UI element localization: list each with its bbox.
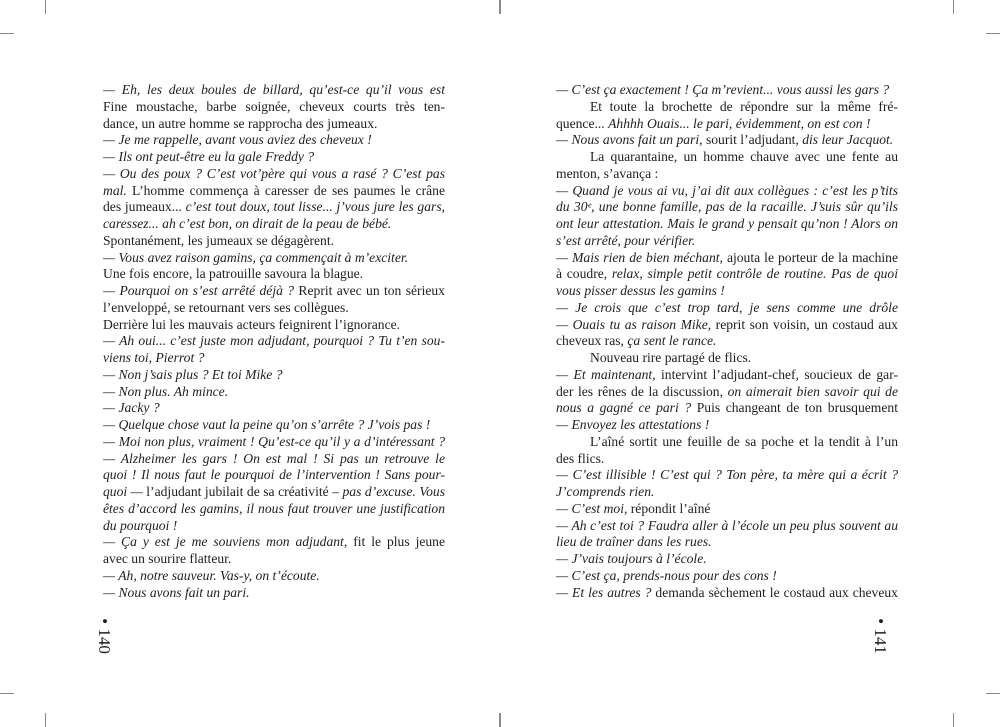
roman-text: répondit l’aîné	[630, 500, 711, 516]
text-line	[103, 333, 445, 350]
italic-text: du pourquoi !	[103, 517, 178, 533]
italic-text: dis leur Jacquot.	[802, 132, 894, 148]
roman-text: des flics.	[556, 450, 605, 466]
roman-text: dance, un autre homme se rapprocha des jumeaux.	[103, 115, 378, 131]
text-line	[103, 283, 445, 300]
text-line	[556, 132, 898, 149]
text-line	[556, 266, 898, 283]
italic-text: — Je crois que c’est trop tard, je sens comme une drôle	[556, 299, 898, 315]
text-line	[103, 317, 445, 334]
italic-text: — Quelque chose vaut la peine qu’on s’arrête ? J’vois pas !	[103, 417, 431, 432]
italic-text: — Pourquoi on s’est arrêté déjà ?	[103, 283, 299, 298]
italic-text: s’est arrêté, pour vérifier.	[556, 232, 696, 248]
crop-mark	[953, 0, 954, 14]
text-line	[556, 434, 898, 451]
roman-text: demanda sèchement le costaud aux cheveux	[655, 584, 898, 600]
italic-text: êtes d’accord les gamins, il nous faut trouver une justification	[103, 500, 445, 516]
italic-text: du 30ᵉ, une bonne famille, pas de la racaille. J’suis sûr qu’ils	[556, 199, 898, 215]
text-line	[103, 233, 445, 250]
roman-text: l’adjudant jubilait de sa créativité	[146, 484, 333, 499]
text-line	[556, 501, 898, 518]
italic-text: on aimerait bien savoir qui de	[727, 383, 898, 399]
text-line	[556, 568, 898, 585]
text-line	[103, 384, 445, 401]
page-number-left: • 140	[94, 618, 114, 654]
roman-text: à coudre,	[556, 266, 612, 282]
text-line	[556, 166, 898, 183]
italic-text: — Ils ont peut-être eu la gale Freddy ?	[103, 149, 315, 164]
italic-text: — Et maintenant,	[556, 366, 662, 382]
text-line	[103, 518, 445, 535]
roman-text: ajouta le porteur de la machine	[726, 249, 898, 265]
text-line	[556, 183, 898, 200]
text-line	[103, 116, 445, 133]
italic-text: – pas d’excuse. Vous	[332, 484, 445, 499]
italic-text: ça sent le rance.	[627, 333, 717, 349]
roman-text: Et toute la brochette de répondre sur la même fré-	[590, 98, 898, 114]
text-line	[556, 82, 898, 99]
italic-text: vous pisser dessus les gamins !	[556, 283, 725, 298]
italic-text: lieu de traîner dans les rues.	[556, 534, 712, 550]
italic-text: — C’est ça, prends-nous pour des cons !	[556, 567, 777, 583]
italic-text: — Quand je vous ai vu, j’ai dit aux collègues : c’est les p’tits	[556, 182, 898, 198]
italic-text: quoi ! Il nous faut le pourquoi de l’intervention ! Sans pour-	[103, 467, 445, 483]
text-line	[556, 534, 898, 551]
text-line	[556, 417, 898, 434]
crop-mark	[0, 33, 14, 34]
roman-text: fit le plus jeune	[353, 534, 445, 550]
italic-text: — Jacky ?	[103, 400, 160, 416]
italic-text: — Vous avez raison gamins, ça commençait à m’exciter.	[103, 249, 409, 265]
text-line	[556, 250, 898, 267]
italic-text: — J’vais toujours à l’école.	[556, 551, 707, 566]
text-line	[556, 99, 898, 116]
text-line	[103, 82, 445, 99]
text-line	[103, 400, 445, 417]
text-line	[556, 116, 898, 133]
text-line	[103, 99, 445, 116]
text-line	[103, 350, 445, 367]
text-line	[103, 551, 445, 568]
text-line	[103, 534, 445, 551]
text-line	[556, 199, 898, 216]
crop-mark	[45, 713, 46, 727]
italic-text: — C’est moi,	[556, 500, 631, 516]
roman-text: quence...	[556, 115, 609, 131]
text-line	[103, 451, 445, 468]
roman-text: des jumeaux...	[103, 199, 186, 215]
italic-text: — Eh, les deux boules de billard, qu’est-ce qu’il vous est	[103, 82, 445, 97]
page-number-value: 140	[94, 628, 114, 654]
roman-text: cheveux ras,	[556, 333, 628, 349]
text-line	[103, 183, 445, 200]
text-line	[556, 518, 898, 535]
italic-text: — Envoyez les attestations !	[556, 417, 710, 432]
italic-text: ont leur attestation. Mais le grand y pensait qu’non ! Alors on	[556, 216, 898, 231]
text-line	[103, 300, 445, 317]
text-line	[103, 434, 445, 451]
right-page-text	[556, 82, 898, 601]
roman-text: sourit l’adjudant,	[705, 132, 803, 148]
text-line	[103, 199, 445, 216]
text-line	[556, 451, 898, 468]
text-line	[103, 467, 445, 484]
text-line	[556, 317, 898, 334]
italic-text: — Nous avons fait un pari,	[556, 132, 706, 148]
text-line	[556, 400, 898, 417]
crop-mark	[45, 0, 46, 14]
italic-text: — Ah c’est toi ? Faudra aller à l’école un peu plus souvent au	[556, 517, 898, 533]
italic-text: — Ah, notre sauveur. Vas-y, on t’écoute.	[103, 567, 320, 583]
left-page-text	[103, 82, 445, 601]
text-line	[103, 484, 445, 501]
text-line	[103, 585, 445, 602]
crop-mark	[986, 33, 1000, 34]
text-line	[556, 551, 898, 568]
roman-text: intervint l’adjudant-chef, soucieux de gar-	[661, 366, 898, 382]
italic-text: — C’est ça exactement ! Ça m’revient... vous aussi les gars ?	[556, 82, 890, 97]
crop-mark	[0, 693, 14, 694]
italic-text: — Ou des poux ? C’est vot’père qui vous a rasé ? C’est pas	[103, 165, 445, 181]
text-line	[103, 417, 445, 434]
roman-text: der les rênes de la discussion,	[556, 383, 728, 399]
italic-text: caressez... ah c’est bon, on dirait de la peau de bébé.	[103, 216, 392, 231]
text-line	[103, 166, 445, 183]
roman-text: menton, s’avança :	[556, 165, 659, 181]
roman-text: Derrière lui les mauvais acteurs feignirent l’ignorance.	[103, 316, 401, 332]
italic-text: — Je me rappelle, avant vous aviez des cheveux !	[103, 132, 372, 148]
text-line	[103, 266, 445, 283]
text-line	[556, 367, 898, 384]
italic-text: — Moi non plus, vraiment ! Qu’est-ce qu’il y a d’intéressant ?	[103, 433, 445, 449]
roman-text: Spontanément, les jumeaux se dégagèrent.	[103, 232, 335, 248]
crop-mark	[500, 713, 501, 727]
text-line	[556, 216, 898, 233]
italic-text: — Ça y est je me souviens mon adjudant,	[103, 534, 354, 550]
italic-text: — Nous avons fait un pari.	[103, 584, 250, 600]
page-number-right: • 141	[870, 618, 890, 654]
roman-text: Puis changeant de ton brusquement	[696, 400, 898, 416]
italic-text: — Non plus. Ah mince.	[103, 383, 229, 399]
italic-text: nous a gagné ce pari ?	[556, 400, 697, 416]
text-line	[103, 367, 445, 384]
italic-text: Ahhhh Ouais... le pari, évidemment, on est con !	[608, 115, 871, 131]
text-line	[103, 568, 445, 585]
text-line	[556, 149, 898, 166]
text-line	[556, 384, 898, 401]
italic-text: — Alzheimer les gars ! On est mal ! Si pas un retrouve le	[103, 450, 445, 466]
italic-text: — Non j’sais plus ? Et toi Mike ?	[103, 366, 283, 382]
roman-text: Reprit avec un ton sérieux	[298, 283, 445, 298]
text-line	[556, 467, 898, 484]
italic-text: viens toi, Pierrot ?	[103, 350, 205, 365]
text-line	[556, 333, 898, 350]
roman-text: l’enveloppé, se retournant vers ses collègues.	[103, 299, 349, 315]
roman-text: Nouveau rire partagé de flics.	[590, 350, 752, 365]
italic-text: — Ah oui... c’est juste mon adjudant, pourquoi ? Tu t’en sou-	[103, 333, 445, 349]
text-line	[103, 216, 445, 233]
text-line	[103, 250, 445, 267]
italic-text: c’est tout doux, tout lisse... j’vous jure les gars,	[185, 199, 445, 215]
text-line	[556, 300, 898, 317]
roman-text: avec un sourire flatteur.	[103, 551, 232, 566]
text-line	[556, 350, 898, 367]
roman-text: Une fois encore, la patrouille savoura la blague.	[103, 266, 364, 282]
italic-text: mal.	[103, 182, 133, 198]
italic-text: — Ouais tu as raison Mike,	[556, 316, 716, 332]
text-line	[556, 233, 898, 250]
italic-text: — Et les autres ?	[556, 584, 656, 600]
text-line	[556, 283, 898, 300]
crop-mark	[986, 693, 1000, 694]
italic-text: — Mais rien de bien méchant,	[556, 249, 727, 265]
italic-text: relax, simple petit contrôle de routine. Pas de quoi	[611, 266, 898, 282]
italic-text: quoi —	[103, 484, 147, 499]
roman-text: La quarantaine, un homme chauve avec une fente au	[590, 149, 898, 164]
roman-text: L’homme commença à caresser de ses paumes le crâne	[132, 182, 445, 198]
roman-text: reprit son voisin, un costaud aux	[715, 316, 898, 332]
text-line	[103, 132, 445, 149]
crop-mark	[500, 0, 501, 14]
crop-mark	[953, 713, 954, 727]
text-line	[103, 501, 445, 518]
roman-text: L’aîné sortit une feuille de sa poche et la tendit à l’un	[590, 433, 898, 449]
italic-text: — C’est illisible ! C’est qui ? Ton père, ta mère qui a écrit ?	[556, 467, 898, 483]
italic-text: J’comprends rien.	[556, 484, 655, 499]
page-number-value: 141	[870, 628, 890, 654]
text-line	[103, 149, 445, 166]
text-line	[556, 484, 898, 501]
text-line	[556, 585, 898, 602]
roman-text: Fine moustache, barbe soignée, cheveux courts très ten-	[103, 98, 445, 114]
